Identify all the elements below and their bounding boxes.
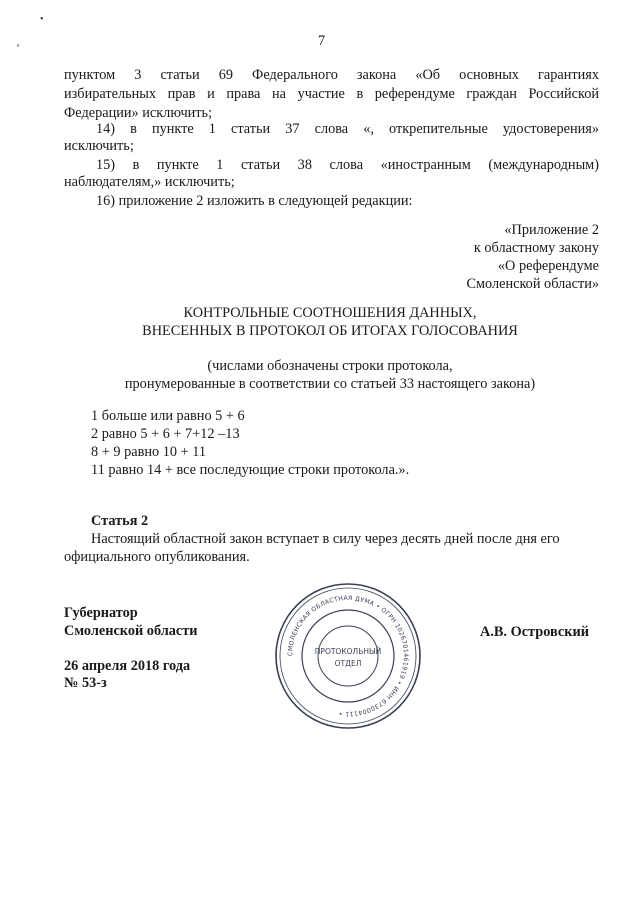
- page-number: 7: [318, 33, 326, 49]
- appendix-title: КОНТРОЛЬНЫЕ СООТНОШЕНИЯ ДАННЫХ,: [183, 305, 477, 321]
- relation-line: 8 + 9 равно 10 + 11: [91, 444, 206, 460]
- signer-position: Губернатор: [64, 605, 138, 621]
- amendment-line: Федерации» исключить;: [64, 105, 213, 121]
- stamp-center-text: ПРОТОКОЛЬНЫЙ: [314, 647, 382, 656]
- amendment-item-15: 15) в пункте 1 статьи 38 слова «иностранным (международным): [96, 157, 599, 173]
- article-text: официального опубликования.: [64, 549, 250, 565]
- scan-speck: •: [40, 14, 44, 25]
- relation-line: 11 равно 14 + все последующие строки протокола.».: [91, 462, 410, 478]
- appendix-subtitle: (числами обозначены строки протокола,: [207, 358, 453, 374]
- appendix-header-line: «Приложение 2: [504, 222, 599, 238]
- appendix-header-line: Смоленской области»: [466, 276, 599, 292]
- appendix-header-line: к областному закону: [473, 240, 599, 256]
- appendix-subtitle: пронумерованные в соответствии со статьей 33 настоящего закона): [124, 376, 536, 392]
- stamp-outer-ring: [280, 588, 416, 724]
- amendment-line: избирательных прав и права на участие в референдуме граждан Российской: [64, 86, 599, 102]
- amendment-item-14-cont: исключить;: [64, 138, 134, 154]
- law-number: № 53-з: [64, 675, 107, 691]
- stamp-core-ring: [318, 626, 378, 686]
- article-text: Настоящий областной закон вступает в силу через десять дней после дня его: [91, 531, 560, 547]
- article-heading: Статья 2: [91, 513, 149, 529]
- signer-name: А.В. Островский: [480, 624, 589, 640]
- scan-speck: ₑ: [17, 38, 20, 49]
- amendment-line: пунктом 3 статьи 69 Федерального закона «Об основных гарантиях: [64, 67, 599, 83]
- amendment-item-15-cont: наблюдателям,» исключить;: [64, 174, 235, 190]
- signing-date: 26 апреля 2018 года: [64, 658, 191, 674]
- stamp-inner-ring: [302, 610, 394, 702]
- signer-position: Смоленской области: [64, 623, 198, 639]
- amendment-item-14: 14) в пункте 1 статьи 37 слова «, открепительные удостоверения»: [96, 121, 599, 137]
- amendment-item-16: 16) приложение 2 изложить в следующей редакции:: [96, 193, 413, 209]
- stamp-ring-text: СМОЛЕНСКАЯ ОБЛАСТНАЯ ДУМА • ОГРН 1026701461919 • ИНН 6730004111 •: [286, 594, 410, 718]
- stamp-outer-ring: [276, 584, 420, 728]
- appendix-title: ВНЕСЕННЫХ В ПРОТОКОЛ ОБ ИТОГАХ ГОЛОСОВАНИЯ: [142, 323, 518, 339]
- official-stamp: [268, 576, 428, 736]
- appendix-header-line: «О референдуме: [497, 258, 599, 274]
- relation-line: 1 больше или равно 5 + 6: [91, 408, 245, 424]
- relation-line: 2 равно 5 + 6 + 7+12 –13: [91, 426, 240, 442]
- stamp-center-text: ОТДЕЛ: [334, 659, 362, 668]
